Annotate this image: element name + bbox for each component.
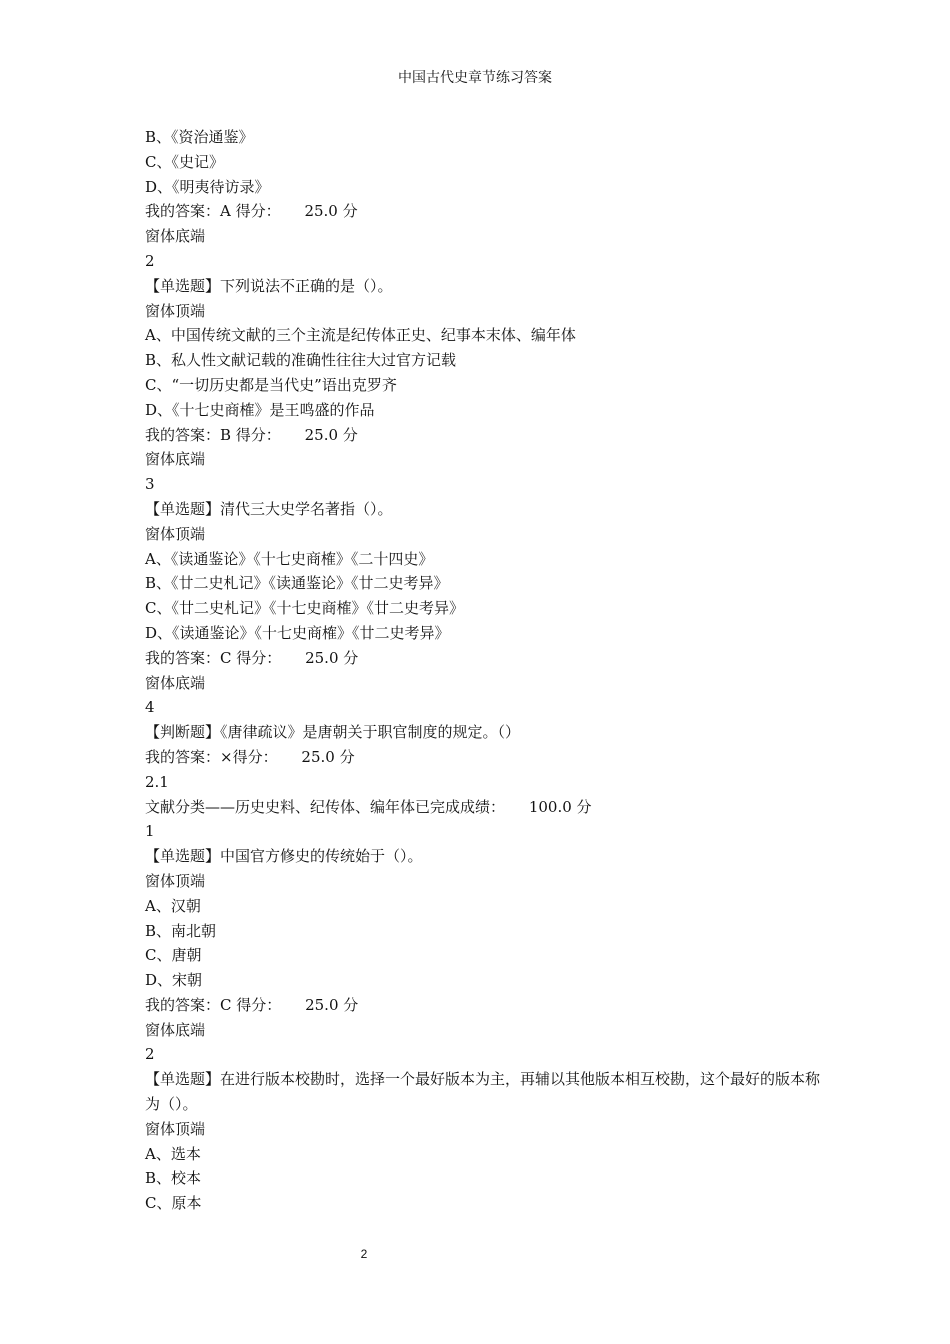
option-b: B、《廿二史札记》《读通鉴论》《廿二史考异》 [145, 574, 449, 593]
option-c: C、《廿二史札记》《十七史商榷》《廿二史考异》 [145, 599, 464, 618]
document-body [145, 125, 825, 1216]
form-bottom-marker: 窗体底端 [145, 1020, 206, 1039]
question-number: 3 [145, 475, 155, 494]
question-text: 【判断题】《唐律疏议》是唐朝关于职官制度的规定。（） [145, 723, 521, 742]
page-header-title: 中国古代史章节练习答案 [398, 70, 552, 86]
section-number: 2.1 [145, 772, 169, 791]
option-a: A、中国传统文献的三个主流是纪传体正史、纪事本末体、编年体 [145, 326, 576, 345]
option-c: C、“一切历史都是当代史”语出克罗齐 [145, 375, 397, 394]
option-c: C、《史记》 [145, 152, 224, 171]
option-c: C、原本 [145, 1194, 202, 1213]
answer-score: 我的答案：B 得分： 25.0 分 [145, 425, 358, 444]
question-text: 【单选题】清代三大史学名著指（）。 [145, 499, 393, 518]
option-a: A、汉朝 [145, 896, 201, 915]
section-title-score: 文献分类——历史史料、纪传体、编年体已完成成绩： 100.0 分 [145, 797, 592, 816]
answer-score: 我的答案：C 得分： 25.0 分 [145, 648, 359, 667]
page-number: 2 [360, 1247, 368, 1261]
form-bottom-marker: 窗体底端 [145, 450, 206, 469]
form-top-marker: 窗体顶端 [145, 1119, 206, 1138]
option-b: B、私人性文献记载的准确性往往大过官方记载 [145, 351, 457, 370]
option-d: D、《读通鉴论》《十七史商榷》《廿二史考异》 [145, 623, 450, 642]
question-number: 4 [145, 698, 155, 717]
question-number: 2 [145, 1045, 155, 1064]
option-c: C、唐朝 [145, 946, 202, 965]
question-number: 1 [145, 822, 155, 841]
form-bottom-marker: 窗体底端 [145, 227, 206, 246]
option-a: A、《读通鉴论》《十七史商榷》《二十四史》 [145, 549, 434, 568]
question-text: 【单选题】中国官方修史的传统始于（）。 [145, 847, 423, 866]
answer-score: 我的答案：×得分： 25.0 分 [145, 747, 355, 766]
answer-score: 我的答案：A 得分： 25.0 分 [145, 202, 358, 221]
option-b: B、《资治通鉴》 [145, 128, 254, 146]
answer-score: 我的答案：C 得分： 25.0 分 [145, 995, 359, 1014]
option-b: B、南北朝 [145, 921, 217, 940]
question-text: 【单选题】在进行版本校勘时，选择一个最好版本为主，再辅以其他版本相互校勘，这个最好的版本称为（）。 [145, 1070, 821, 1114]
form-top-marker: 窗体顶端 [145, 871, 206, 890]
option-d: D、《明夷待访录》 [145, 177, 270, 196]
question-number: 2 [145, 251, 155, 270]
option-a: A、选本 [145, 1144, 201, 1163]
option-d: D、《十七史商榷》是王鸣盛的作品 [145, 400, 375, 419]
option-b: B、校本 [145, 1169, 202, 1188]
option-d: D、宋朝 [145, 971, 203, 990]
form-top-marker: 窗体顶端 [145, 301, 206, 320]
form-top-marker: 窗体顶端 [145, 524, 206, 543]
form-bottom-marker: 窗体底端 [145, 673, 206, 692]
question-text: 【单选题】下列说法不正确的是（）。 [145, 276, 393, 295]
